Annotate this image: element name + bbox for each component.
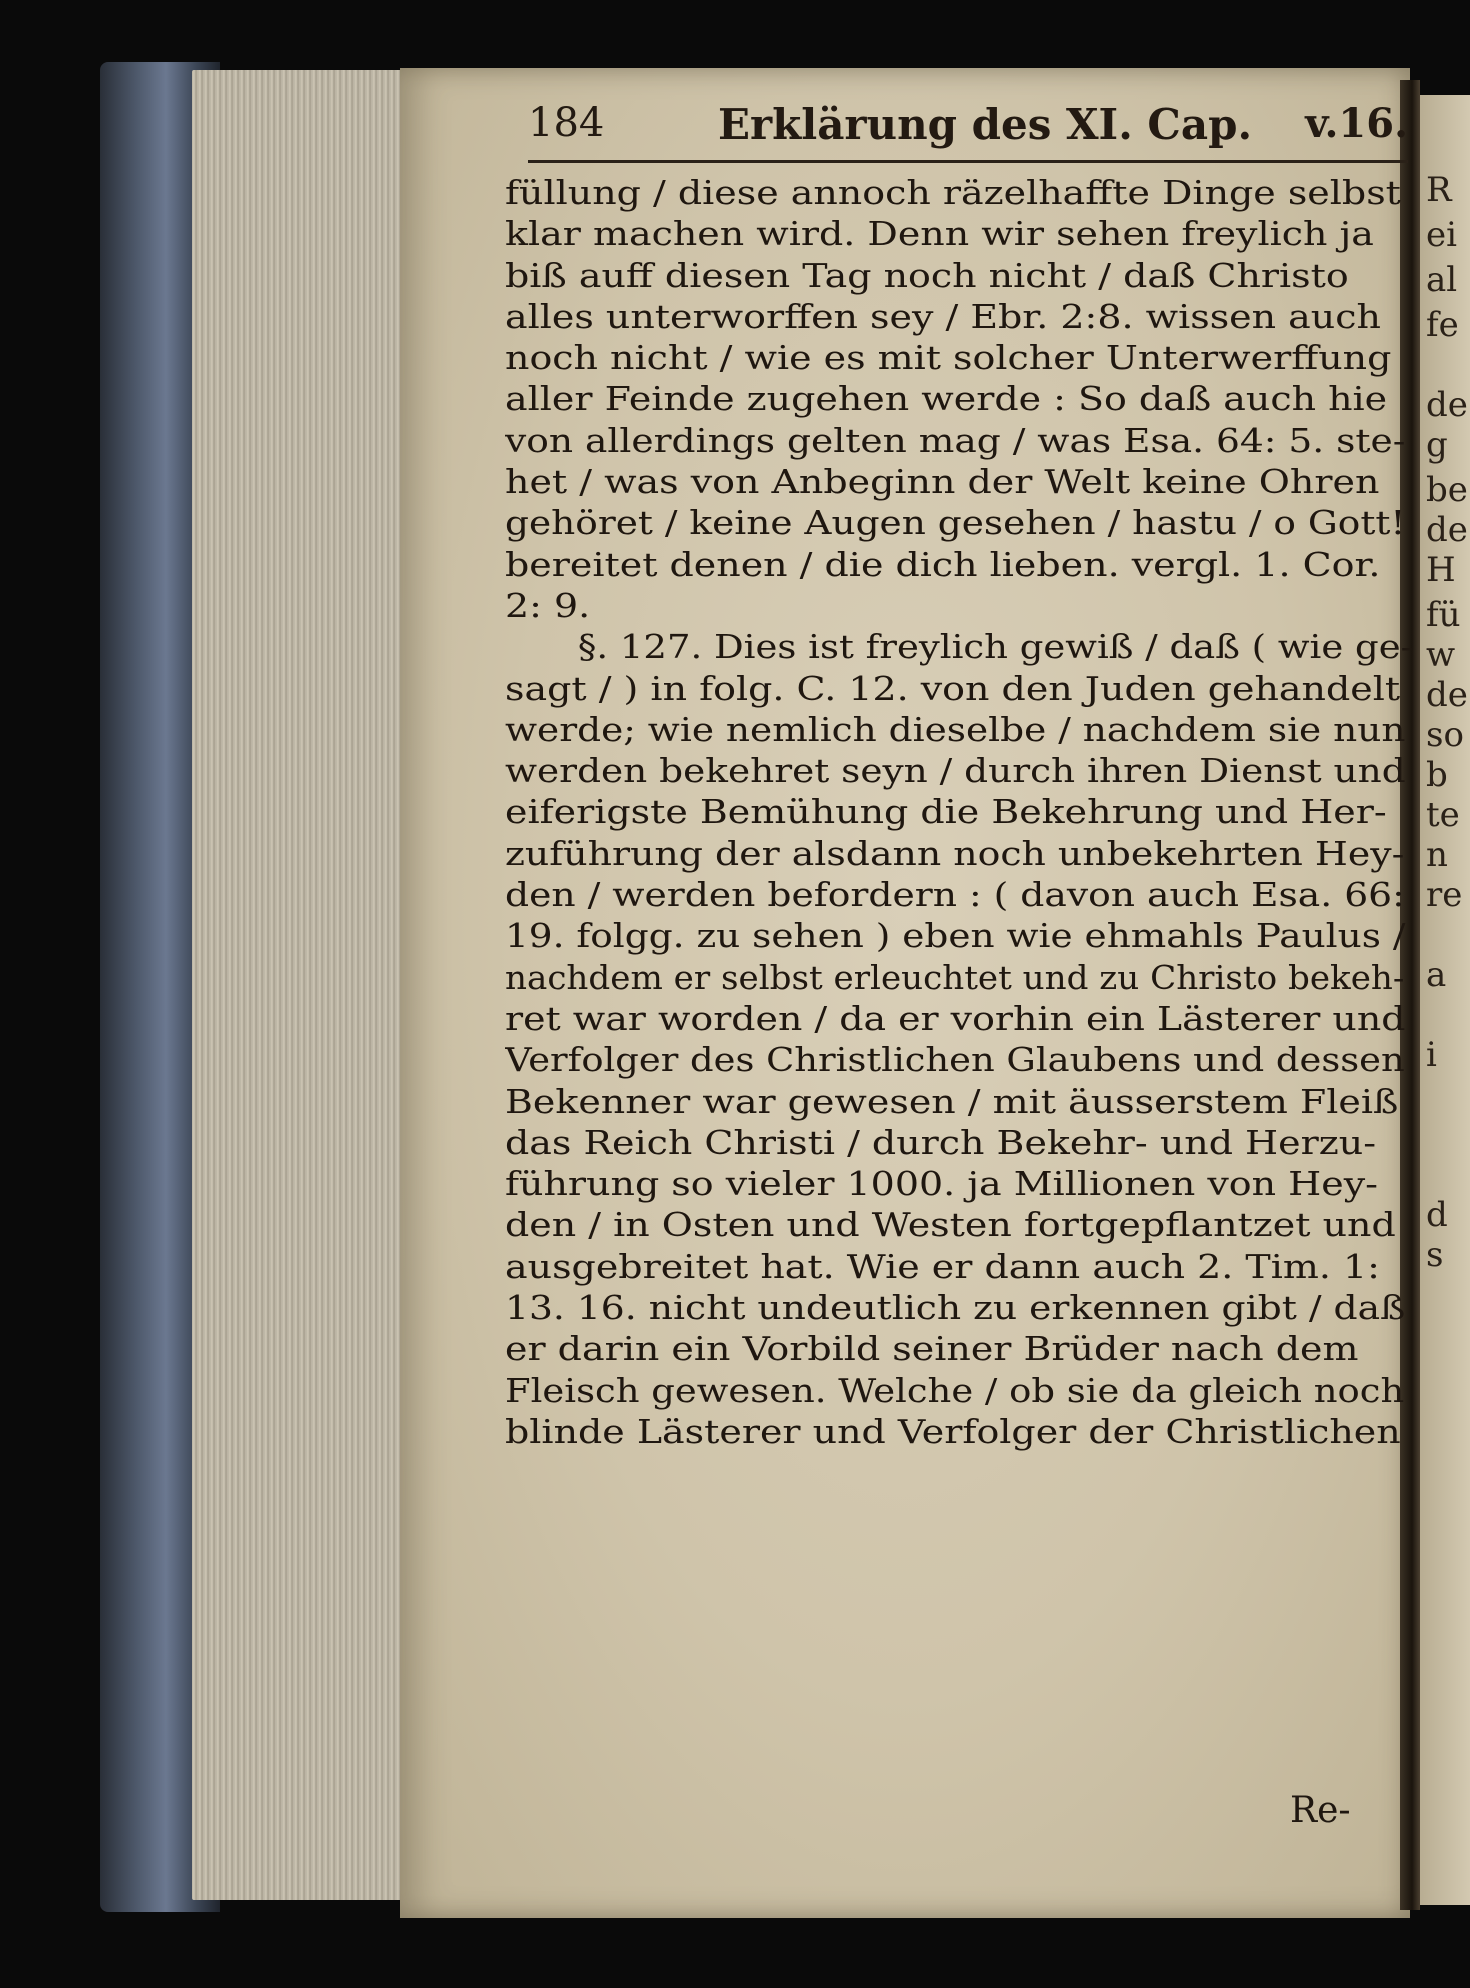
text-line: blinde Lästerer und Verfolger der Christlichen bbox=[505, 1411, 1401, 1451]
text-line: von allerdings gelten mag / was Esa. 64: 5. ste- bbox=[505, 420, 1406, 460]
facing-page-letter: ei bbox=[1426, 215, 1457, 255]
text-line: eiferigste Bemühung die Bekehrung und Her- bbox=[505, 792, 1387, 832]
text-line: werden bekehret seyn / durch ihren Dienst und bbox=[505, 751, 1406, 791]
header-rule bbox=[528, 160, 1408, 163]
text-line: ausgebreitet hat. Wie er dann auch 2. Tim. 1: bbox=[505, 1246, 1380, 1286]
text-line: den / in Osten und Westen fortgepflantzet und bbox=[505, 1205, 1396, 1245]
facing-page-letter: so bbox=[1426, 715, 1464, 755]
text-line: biß auff diesen Tag noch nicht / daß Christo bbox=[505, 255, 1349, 295]
text-line: klar machen wird. Denn wir sehen freylich ja bbox=[505, 214, 1374, 254]
page-number: 184 bbox=[528, 100, 605, 146]
text-line: §. 127. Dies ist freylich gewiß / daß ( wie ge- bbox=[577, 627, 1414, 667]
text-line: aller Feinde zugehen werde : So daß auch hie bbox=[505, 379, 1388, 419]
facing-page-letter: te bbox=[1426, 795, 1460, 835]
facing-page-letter: fü bbox=[1426, 595, 1461, 635]
text-line: den / werden befordern : ( davon auch Esa. 66: bbox=[505, 875, 1405, 915]
text-line: bereitet denen / die dich lieben. vergl. 1. Cor. bbox=[505, 544, 1381, 584]
page-edges bbox=[192, 70, 407, 1900]
facing-page-letter: d bbox=[1426, 1195, 1448, 1235]
text-line: 2: 9. bbox=[505, 585, 591, 625]
text-line: Fleisch gewesen. Welche / ob sie da gleich noch bbox=[505, 1370, 1405, 1410]
text-line: 19. folgg. zu sehen ) eben wie ehmahls Paulus / bbox=[505, 916, 1406, 956]
facing-page-letter: de bbox=[1426, 385, 1468, 425]
text-line: noch nicht / wie es mit solcher Unterwerffung bbox=[505, 338, 1392, 378]
facing-page-fragment bbox=[1420, 95, 1470, 1905]
facing-page-letter: de bbox=[1426, 675, 1468, 715]
running-head bbox=[528, 100, 1408, 160]
facing-page-letter: w bbox=[1426, 635, 1456, 675]
text-line: Bekenner war gewesen / mit äusserstem Fleiß bbox=[505, 1081, 1399, 1121]
page-body-text bbox=[505, 172, 1414, 1452]
running-title: Erklärung des XI. Cap. bbox=[718, 100, 1253, 149]
facing-page-letter: re bbox=[1426, 875, 1463, 915]
facing-page-letter: R bbox=[1426, 170, 1452, 210]
text-line: werde; wie nemlich dieselbe / nachdem sie nun bbox=[505, 709, 1406, 749]
text-line: er darin ein Vorbild seiner Brüder nach dem bbox=[505, 1329, 1359, 1369]
facing-page-letter: n bbox=[1426, 835, 1448, 875]
facing-page-letter: i bbox=[1426, 1035, 1437, 1075]
facing-page-letter: g bbox=[1426, 425, 1448, 465]
facing-page-letter: b bbox=[1426, 755, 1448, 795]
facing-page-letter: fe bbox=[1426, 305, 1459, 345]
text-line: nachdem er selbst erleuchtet und zu Christo bekeh- bbox=[505, 957, 1405, 997]
facing-page-letter: be bbox=[1426, 470, 1468, 510]
text-line: füllung / diese annoch räzelhaffte Dinge selbst bbox=[505, 173, 1401, 212]
facing-page-letter: s bbox=[1426, 1235, 1444, 1275]
text-line: Verfolger des Christlichen Glaubens und dessen bbox=[505, 1040, 1405, 1080]
text-line: führung so vieler 1000. ja Millionen von Hey- bbox=[505, 1164, 1378, 1204]
text-line: alles unterworffen sey / Ebr. 2:8. wissen auch bbox=[505, 296, 1381, 336]
facing-page-letter: al bbox=[1426, 260, 1458, 300]
text-line: het / was von Anbeginn der Welt keine Ohren bbox=[505, 462, 1380, 502]
facing-page-letter: a bbox=[1426, 955, 1447, 995]
text-line: das Reich Christi / durch Bekehr- und Herzu- bbox=[505, 1122, 1377, 1162]
verse-reference: v.16. bbox=[1305, 100, 1408, 147]
text-line: 13. 16. nicht undeutlich zu erkennen gibt / daß bbox=[505, 1288, 1406, 1328]
text-line: zuführung der alsdann noch unbekehrten Hey- bbox=[505, 833, 1405, 873]
text-line: sagt / ) in folg. C. 12. von den Juden gehandelt bbox=[505, 668, 1401, 708]
facing-page-letter: H bbox=[1426, 550, 1456, 590]
catchword: Re- bbox=[1290, 1790, 1351, 1831]
text-line: ret war worden / da er vorhin ein Lästerer und bbox=[505, 998, 1406, 1038]
text-line: gehöret / keine Augen gesehen / hastu / o Gott! bbox=[505, 503, 1406, 543]
facing-page-letter: de bbox=[1426, 510, 1468, 550]
